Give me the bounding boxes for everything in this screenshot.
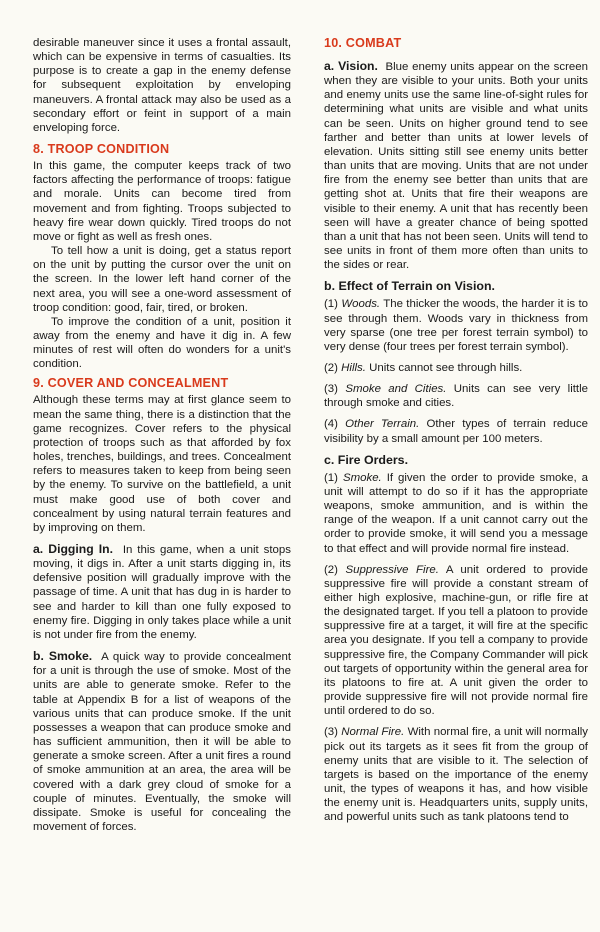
- right-column: [324, 36, 588, 932]
- normal-fire-paragraph: (3) Normal Fire. With normal fire, a unit will normally pick out its targets as it sees fit from the group of enemy units that are visible to it. The selection of targets is based on the importance of the enemy unit, the types of weapons it has, and how visible the enemy unit is. Headquarters units, supply units, and powerful units such as tank platoons tend to: [324, 726, 588, 824]
- section-8-body: [33, 159, 291, 371]
- troop-condition-paragraph-2: To tell how a unit is doing, get a status report on the unit by putting the cursor over the unit on the screen. In the lower left hand corner of the next area, you will see a one-word assessment of troop condition: good, fair, tired, or broken.: [33, 245, 291, 314]
- other-terrain-term: Other Terrain.: [345, 418, 420, 431]
- terrain-vision-heading: b. Effect of Terrain on Vision.: [324, 279, 495, 294]
- woods-paragraph: (1) Woods. The thicker the woods, the harder it is to see through them. Woods vary in thickness from very sparse (one tree per forest terrain symbol) to very dense (four trees per forest terrain symbol).: [324, 298, 588, 353]
- suppressive-fire-paragraph: (2) Suppressive Fire. A unit ordered to provide suppressive fire will provide a constant stream of either high explosive, machine-gun, or rifle fire at the designated target. If you tell a platoon to provide suppressive fire at a target, it will fire at the specific area you designate. If you tell a company to provide suppressive fire, the Company Commander will pick out targets of opportunity within the general area for its platoons to fire at. A unit given the order to provide suppressive fire will not provide normal fire until ordered to do so.: [324, 563, 588, 718]
- digging-in-text: In this game, when a unit stops moving, it digs in. After a unit starts digging in, its defensive position will gradually improve with the passage of time. A unit that has dug in is harder to see and harder to kill than one fully exposed to enemy fire. Digging in only takes place while a unit is not under fire from the enemy.: [33, 544, 291, 641]
- suppressive-fire-term: Suppressive Fire.: [345, 563, 439, 576]
- smoke-cities-paragraph: (3) Smoke and Cities. Units can see very little through smoke and cities.: [324, 383, 589, 410]
- digging-in-lead: a. Digging In.: [33, 542, 113, 556]
- section-9-heading: 9. COVER AND CONCEALMENT: [33, 376, 229, 391]
- vision-text: Blue enemy units appear on the screen when they are visible to your units. Both your units and enemy units use the same line-of-sight rules for determining what units are visible and what units can be seen. Units on higher ground tend to see farther and better than units at lower levels of elevation. Units sitting still see enemy units better than units that are moving. Units that are not under fire from the enemy see better than units that are getting shot at. Units that fire their weapons are visible to their enemy. A unit that has recently been seen will have a greater chance of being spotted than a unit that has not been seen. Units will tend to see units in front of them more often than units to the sides or rear.: [324, 61, 589, 272]
- smoke-order-paragraph: (1) Smoke. If given the order to provide smoke, a unit will attempt to do so if it has the appropriate weapons, smoke ammunition, and is within the range of the weapon. If a unit cannot carry out the order to provide smoke, it will send you a message to that effect and will provide normal fire instead.: [324, 471, 588, 555]
- smoke-cities-term: Smoke and Cities.: [345, 383, 447, 396]
- smoke-text: A quick way to provide concealment for a unit is through the use of smoke. Most of the units are able to generate smoke. Refer to the table at Appendix B for a list of weapons of the various units that can produce smoke. If the unit possesses a weapon that can produce smoke and has sufficient ammunition, then it will be able to generate a smoke screen. After a unit fires a round of smoke ammunition at an area, the area will be covered with a dark grey cloud of smoke for a couple of minutes. Eventually, the smoke will dissipate. Smoke is useful for concealing the movement of forces.: [33, 651, 292, 833]
- intro-paragraph: desirable maneuver since it uses a frontal assault, which can be expensive in terms of casualties. Its purpose is to create a gap in the enemy defense for subsequent exploitation by enveloping maneuvers. A frontal attack may also be used as a secondary effort or feint in support of a main enveloping force.: [33, 37, 291, 134]
- section-8-heading: 8. TROOP CONDITION: [33, 142, 170, 157]
- troop-condition-paragraph-3: To improve the condition of a unit, position it away from the enemy and have it dig in. A few minutes of rest will often do wonders for a unit's condition.: [33, 315, 291, 371]
- vision-paragraph: [324, 59, 588, 272]
- other-terrain-paragraph: (4) Other Terrain. Other types of terrain reduce visibility by a small amount per 100 meters.: [324, 418, 588, 445]
- cover-concealment-paragraph: Although these terms may at first glance seem to mean the same thing, there is a distinction that the game recognizes. Cover refers to the physical protection of troops such as that afforded by fox holes, trenches, buildings, and trees. Concealment refers to measures taken to keep from being seen by the enemy. To survive on the battlefield, a unit must make good use of both cover and concealment by using natural terrain features and by improving on them.: [33, 394, 291, 534]
- hills-paragraph: (2) Hills. Units cannot see through hills.: [324, 361, 523, 374]
- section-10-heading: 10. COMBAT: [324, 36, 402, 50]
- vision-lead: a. Vision.: [324, 59, 378, 73]
- troop-condition-paragraph-1: In this game, the computer keeps track of two factors affecting the performance of troops: fatigue and morale. Units can become tired from movement and from fighting. Troops subjected to heavy fire wear down quickly. Tired troops do not move or fight as well as fresh ones.: [33, 160, 291, 243]
- hills-term: Hills.: [341, 361, 366, 374]
- smoke-order-term: Smoke.: [342, 471, 382, 484]
- smoke-paragraph: [33, 649, 291, 834]
- smoke-lead: b. Smoke.: [33, 649, 93, 664]
- woods-term: Woods.: [341, 298, 381, 311]
- digging-in-paragraph: [33, 542, 291, 642]
- left-column: [33, 36, 291, 932]
- fire-orders-heading: c. Fire Orders.: [324, 452, 409, 467]
- normal-fire-term: Normal Fire.: [341, 726, 405, 739]
